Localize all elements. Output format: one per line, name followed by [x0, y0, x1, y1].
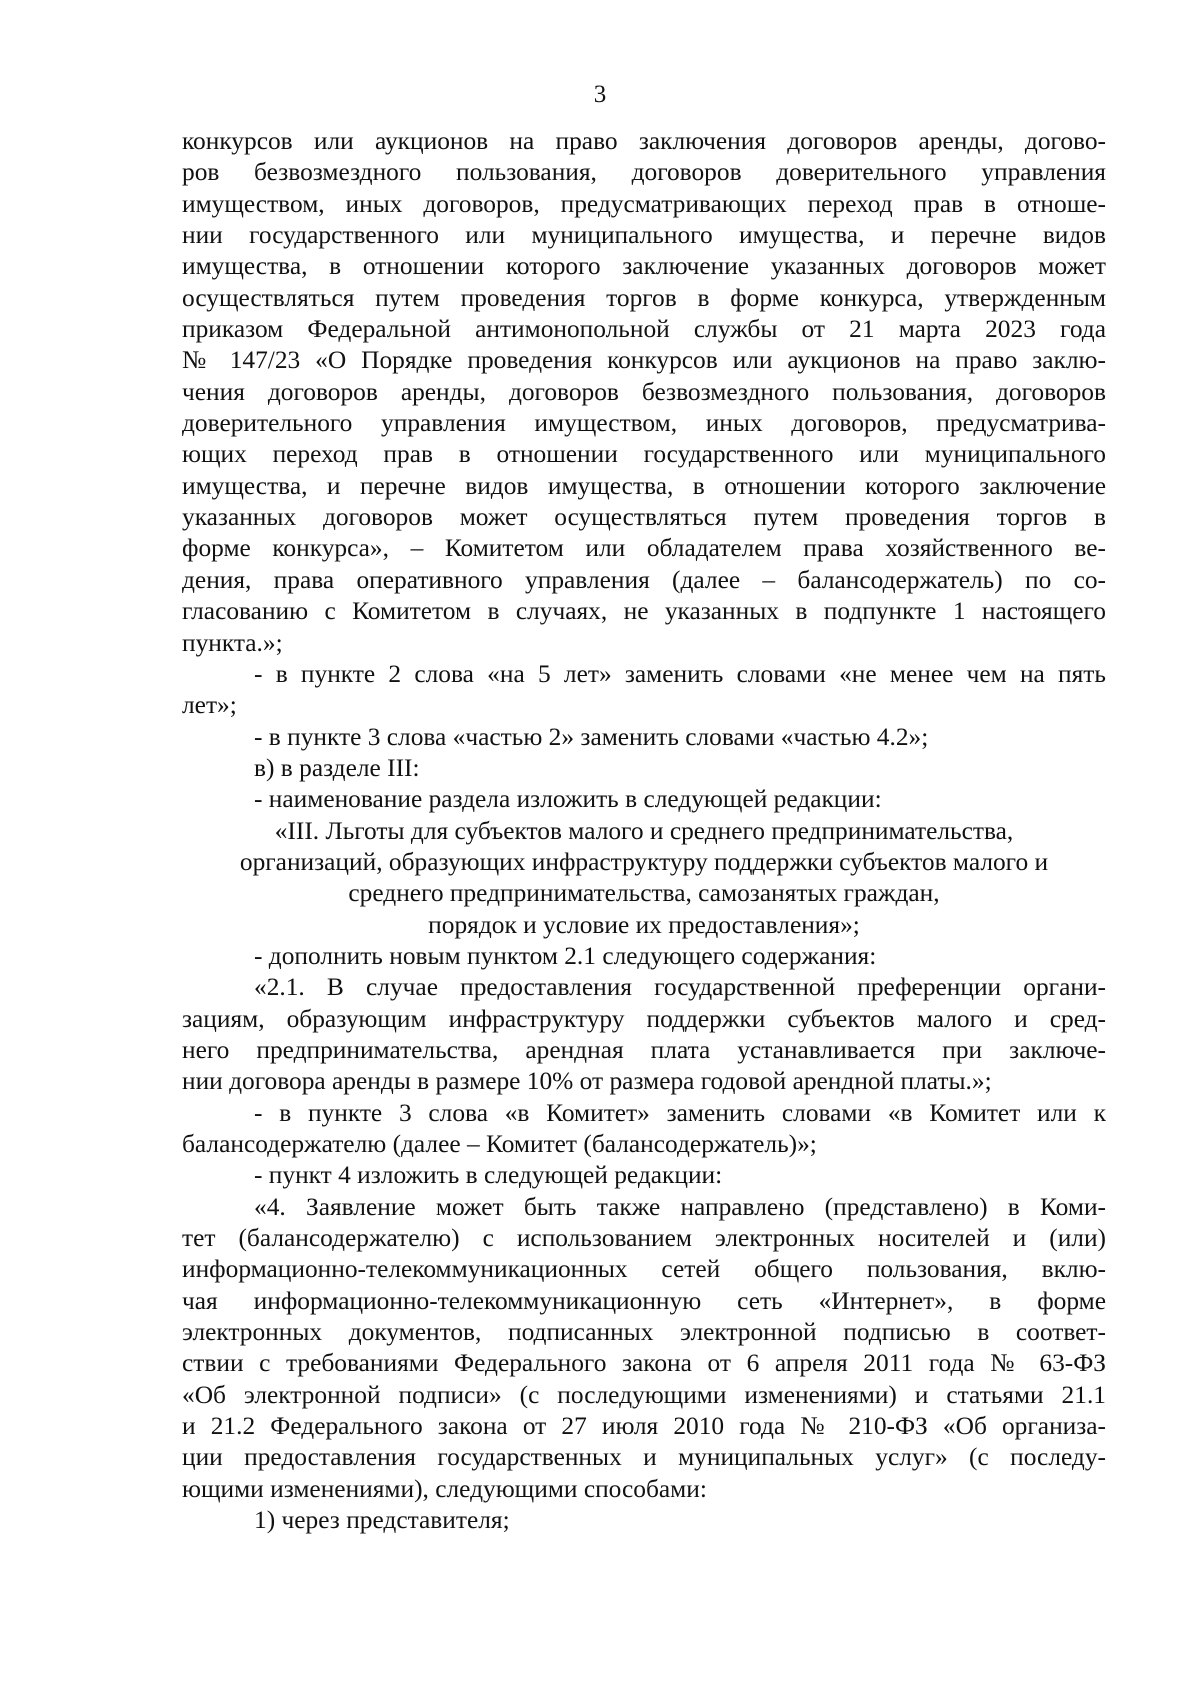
text-line: «2.1. В случае предоставления государственной преференции органи- — [254, 973, 1106, 1002]
text-line: лет»; — [182, 691, 237, 720]
text-line: порядок и условие их предоставления»; — [428, 910, 860, 939]
text-line: дения, права оперативного управления (далее – балансодержатель) по со- — [182, 565, 1106, 594]
text-line: № 147/23 «О Порядке проведения конкурсов или аукционов на право заклю- — [182, 346, 1106, 375]
text-line: - в пункте 2 слова «на 5 лет» заменить словами «не менее чем на пять — [254, 659, 1106, 688]
text-line: нии государственного или муниципального имущества, и перечне видов — [182, 221, 1106, 250]
text-line: пункта.»; — [182, 628, 283, 657]
text-line: в) в разделе III: — [254, 753, 420, 782]
text-line: имущества, и перечне видов имущества, в отношении которого заключение — [182, 471, 1106, 500]
text-line: 1) через представителя; — [254, 1506, 510, 1535]
text-line: осуществляться путем проведения торгов в форме конкурса, утвержденным — [182, 283, 1106, 312]
page-number: 3 — [593, 81, 607, 108]
text-line: и 21.2 Федерального закона от 27 июля 2010 года № 210-ФЗ «Об организа- — [182, 1412, 1106, 1441]
text-line: ствии с требованиями Федерального закона от 6 апреля 2011 года № 63-ФЗ — [182, 1349, 1106, 1378]
text-line: «Об электронной подписи» (с последующими изменениями) и статьями 21.1 — [182, 1380, 1106, 1409]
text-line: указанных договоров может осуществляться путем проведения торгов в — [182, 503, 1106, 532]
text-line: электронных документов, подписанных электронной подписью в соответ- — [182, 1318, 1106, 1347]
list-item — [182, 1505, 1106, 1536]
text-line: чая информационно-телекоммуникационную сеть «Интернет», в форме — [182, 1286, 1106, 1315]
subsection-heading — [182, 753, 1106, 784]
paragraph-continuation — [182, 126, 1106, 659]
text-line: - в пункте 3 слова «частью 2» заменить словами «частью 4.2»; — [254, 722, 929, 751]
text-line: «III. Льготы для субъектов малого и среднего предпринимательства, — [274, 816, 1014, 845]
document-body — [182, 126, 1106, 1536]
text-line: гласованию с Комитетом в случаях, не указанных в подпункте 1 настоящего — [182, 597, 1106, 626]
text-line: - пункт 4 изложить в следующей редакции: — [254, 1161, 723, 1190]
amendment-item — [182, 1098, 1106, 1161]
text-line: тет (балансодержателю) с использованием электронных носителей и (или) — [182, 1224, 1106, 1253]
text-line: ции предоставления государственных и муниципальных услуг» (с последу- — [182, 1443, 1106, 1472]
text-line: доверительного управления имуществом, иных договоров, предусматрива- — [182, 409, 1106, 438]
quoted-clause — [182, 1192, 1106, 1505]
text-line: - в пункте 3 слова «в Комитет» заменить словами «в Комитет или к — [254, 1098, 1106, 1127]
amendment-item — [182, 722, 1106, 753]
section-title-quote — [182, 816, 1106, 941]
text-line: чения договоров аренды, договоров безвозмездного пользования, договоров — [182, 377, 1106, 406]
text-line: «4. Заявление может быть также направлено (представлено) в Коми- — [254, 1192, 1106, 1221]
amendment-item — [182, 659, 1106, 722]
quoted-clause — [182, 972, 1106, 1097]
text-line: конкурсов или аукционов на право заключения договоров аренды, догово- — [182, 127, 1106, 155]
amendment-item — [182, 1160, 1106, 1191]
text-line: него предпринимательства, арендная плата устанавливается при заключе- — [182, 1035, 1106, 1064]
text-line: - наименование раздела изложить в следующей редакции: — [254, 785, 882, 814]
text-line: ров безвозмездного пользования, договоров доверительного управления — [182, 158, 1106, 187]
text-line: ющими изменениями), следующими способами: — [182, 1474, 707, 1503]
text-line: имущества, в отношении которого заключение указанных договоров может — [182, 252, 1106, 281]
text-line: имуществом, иных договоров, предусматривающих переход прав в отноше- — [182, 189, 1106, 218]
text-line: балансодержателю (далее – Комитет (балансодержатель)»; — [182, 1130, 817, 1158]
text-line: форме конкурса», – Комитетом или обладателем права хозяйственного ве- — [182, 534, 1106, 563]
text-line: - дополнить новым пунктом 2.1 следующего содержания: — [254, 941, 877, 970]
text-line: организаций, образующих инфраструктуру поддержки субъектов малого и — [239, 847, 1049, 876]
text-line: информационно-телекоммуникационных сетей общего пользования, вклю- — [182, 1255, 1106, 1284]
text-line: приказом Федеральной антимонопольной службы от 21 марта 2023 года — [182, 315, 1106, 344]
text-line: зациям, образующим инфраструктуру поддержки субъектов малого и сред- — [182, 1004, 1106, 1033]
amendment-item — [182, 784, 1106, 815]
text-line: среднего предпринимательства, самозанятых граждан, — [348, 879, 940, 908]
amendment-item — [182, 941, 1106, 972]
text-line: ющих переход прав в отношении государственного или муниципального — [182, 440, 1106, 469]
text-line: нии договора аренды в размере 10% от размера годовой арендной платы.»; — [182, 1067, 992, 1096]
